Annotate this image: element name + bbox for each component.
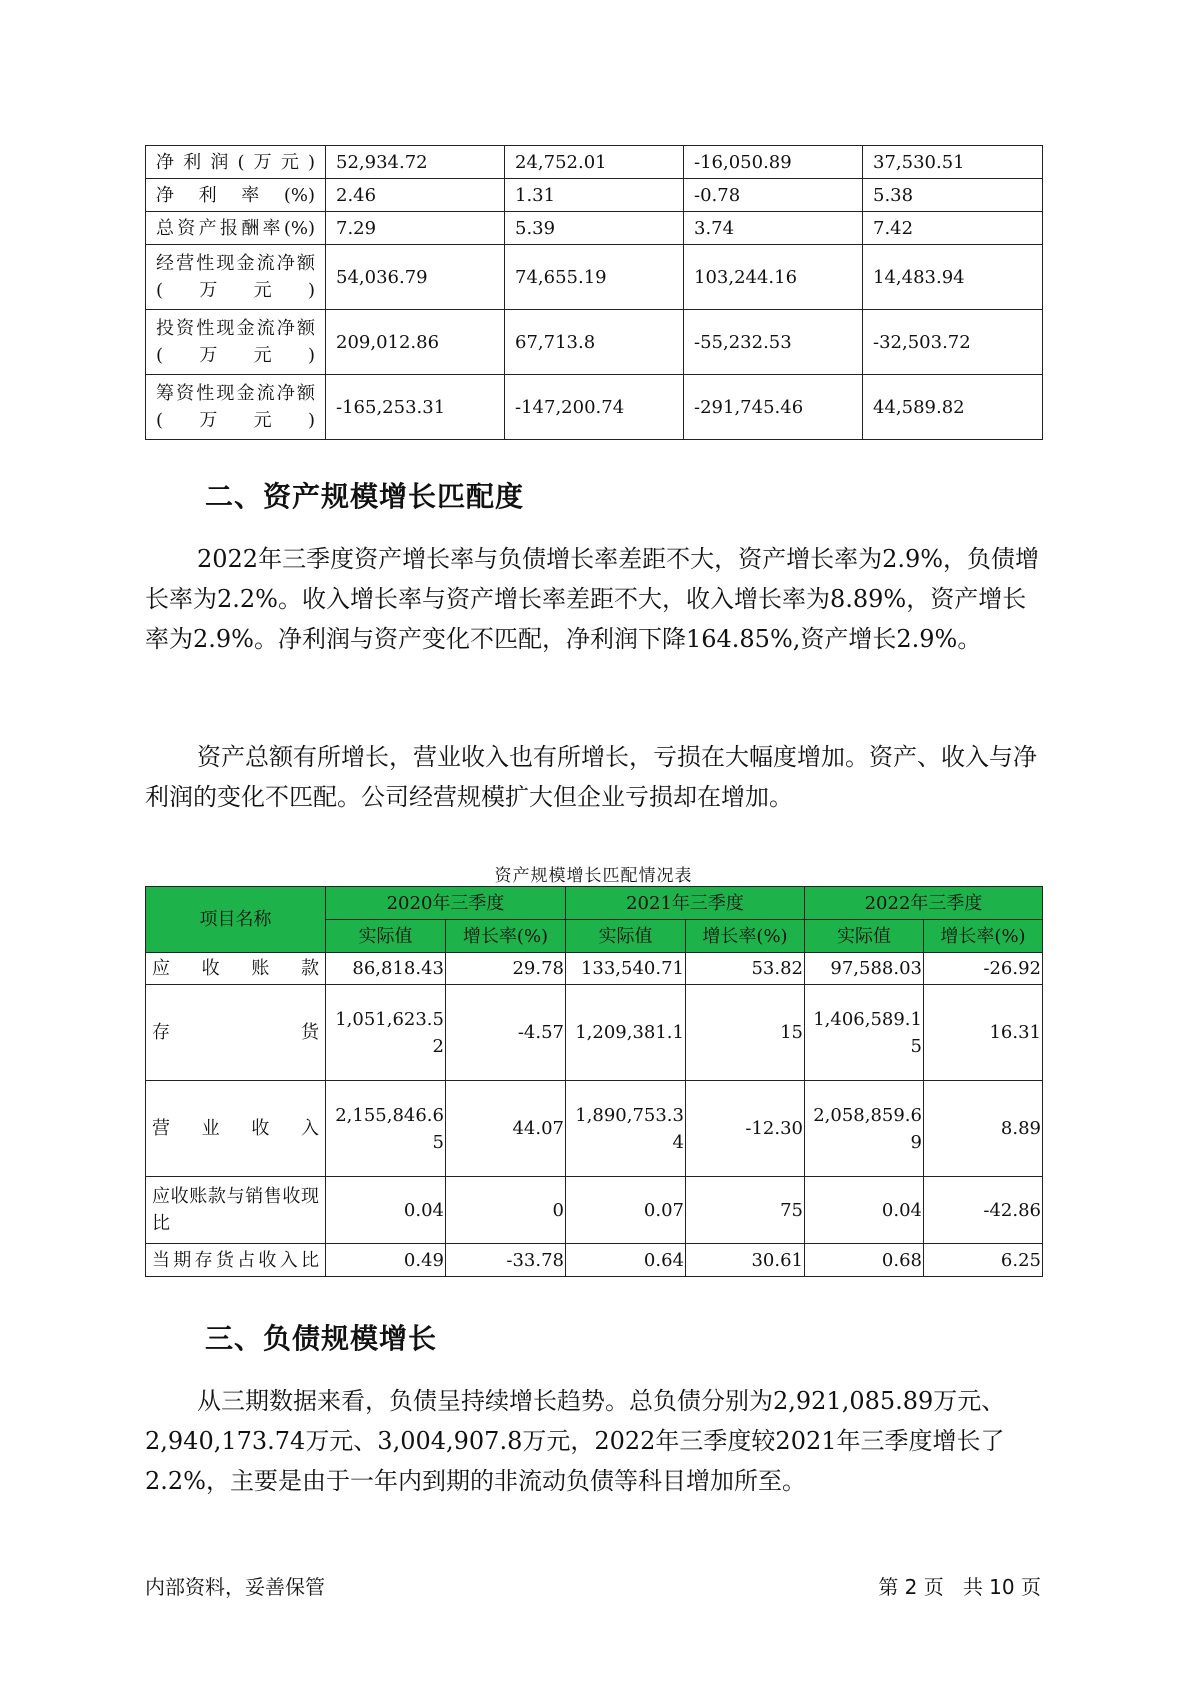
table-cell: 5.39: [505, 212, 684, 245]
table-cell: -165,253.31: [326, 375, 505, 440]
table-cell: -4.57: [446, 985, 566, 1081]
table-cell: 3.74: [684, 212, 863, 245]
table-cell: 75: [686, 1177, 805, 1244]
table-cell: 29.78: [446, 953, 566, 985]
row-label: 筹资性现金流净额(万元): [146, 375, 326, 440]
row-label: 净利润(万元): [146, 146, 326, 179]
table-cell: 7.42: [863, 212, 1043, 245]
row-label: 投资性现金流净额(万元): [146, 310, 326, 375]
header-cell: 实际值: [326, 920, 446, 953]
table-cell: 52,934.72: [326, 146, 505, 179]
row-label: 应收账款与销售收现比: [146, 1177, 326, 1244]
row-label: 营业收入: [146, 1081, 326, 1177]
table-cell: 0.04: [805, 1177, 924, 1244]
section-heading: 二、资产规模增长匹配度: [205, 480, 525, 513]
header-cell: 实际值: [805, 920, 924, 953]
header-cell: 2022年三季度: [805, 887, 1043, 920]
table-cell: 16.31: [924, 985, 1043, 1081]
table-cell: 5.38: [863, 179, 1043, 212]
table-row: [146, 1081, 1043, 1177]
table-row: [146, 375, 1043, 440]
table-cell: -26.92: [924, 953, 1043, 985]
row-label: 当期存货占收入比: [146, 1244, 326, 1277]
table-cell: -147,200.74: [505, 375, 684, 440]
table-cell: 1,051,623.52: [326, 985, 446, 1081]
table-cell: 0.64: [566, 1244, 686, 1277]
table-row: [146, 953, 1043, 985]
table-row: [146, 310, 1043, 375]
page-number: 第 2 页 共 10 页: [878, 1575, 1041, 1599]
table-cell: 133,540.71: [566, 953, 686, 985]
table-cell: 2,058,859.69: [805, 1081, 924, 1177]
table-row: [146, 985, 1043, 1081]
table-cell: 6.25: [924, 1244, 1043, 1277]
row-label: 经营性现金流净额(万元): [146, 245, 326, 310]
header-cell: 2021年三季度: [566, 887, 805, 920]
footer-confidential-note: 内部资料，妥善保管: [145, 1575, 325, 1599]
table-cell: -42.86: [924, 1177, 1043, 1244]
table-cell: 1,209,381.1: [566, 985, 686, 1081]
table-cell: 1,406,589.15: [805, 985, 924, 1081]
table-header-row: [146, 887, 1043, 920]
table-cell: 0.04: [326, 1177, 446, 1244]
row-label: 存货: [146, 985, 326, 1081]
table-cell: 44.07: [446, 1081, 566, 1177]
table-row: [146, 245, 1043, 310]
header-cell: 增长率(%): [686, 920, 805, 953]
header-cell: 增长率(%): [446, 920, 566, 953]
table-caption: 资产规模增长匹配情况表: [494, 866, 693, 886]
table-cell: 103,244.16: [684, 245, 863, 310]
row-label: 应收账款: [146, 953, 326, 985]
table-cell: 74,655.19: [505, 245, 684, 310]
table-cell: 2,155,846.65: [326, 1081, 446, 1177]
table-cell: 0.49: [326, 1244, 446, 1277]
table-cell: 67,713.8: [505, 310, 684, 375]
table-cell: 2.46: [326, 179, 505, 212]
table-row: [146, 1244, 1043, 1277]
table-cell: 24,752.01: [505, 146, 684, 179]
header-cell: 增长率(%): [924, 920, 1043, 953]
asset-growth-table: [145, 886, 1043, 1277]
table-cell: -55,232.53: [684, 310, 863, 375]
table-cell: 37,530.51: [863, 146, 1043, 179]
table-cell: 14,483.94: [863, 245, 1043, 310]
row-label: 净利率(%): [146, 179, 326, 212]
table-cell: 86,818.43: [326, 953, 446, 985]
table-cell: 0.07: [566, 1177, 686, 1244]
table-cell: 0: [446, 1177, 566, 1244]
table-cell: 1,890,753.34: [566, 1081, 686, 1177]
body-paragraph: 资产总额有所增长，营业收入也有所增长，亏损在大幅度增加。资产、收入与净利润的变化不匹配。公司经营规模扩大但企业亏损却在增加。: [145, 743, 1037, 811]
row-label: 总资产报酬率(%): [146, 212, 326, 245]
table-cell: 97,588.03: [805, 953, 924, 985]
table-cell: 44,589.82: [863, 375, 1043, 440]
financial-indicator-table: [145, 145, 1043, 440]
table-cell: 54,036.79: [326, 245, 505, 310]
header-cell: 2020年三季度: [326, 887, 566, 920]
section-heading: 三、负债规模增长: [205, 1322, 438, 1355]
table-cell: -12.30: [686, 1081, 805, 1177]
table-cell: -33.78: [446, 1244, 566, 1277]
table-cell: 1.31: [505, 179, 684, 212]
table-cell: 7.29: [326, 212, 505, 245]
table-cell: -0.78: [684, 179, 863, 212]
table-cell: -32,503.72: [863, 310, 1043, 375]
body-paragraph: 从三期数据来看，负债呈持续增长趋势。总负债分别为2,921,085.89万元、2,940,173.74万元、3,004,907.8万元，2022年三季度较2021年三季度增长了2.2%，主要是由于一年内到期的非流动负债等科目增加所至。: [145, 1387, 1006, 1495]
table-cell: 30.61: [686, 1244, 805, 1277]
table-cell: 0.68: [805, 1244, 924, 1277]
table-cell: 209,012.86: [326, 310, 505, 375]
table-cell: 8.89: [924, 1081, 1043, 1177]
table-cell: 15: [686, 985, 805, 1081]
table-row: [146, 212, 1043, 245]
table-row: [146, 1177, 1043, 1244]
table-row: [146, 179, 1043, 212]
table-row: [146, 146, 1043, 179]
body-paragraph: 2022年三季度资产增长率与负债增长率差距不大，资产增长率为2.9%，负债增长率为2.2%。收入增长率与资产增长率差距不大，收入增长率为8.89%，资产增长率为2.9%。净利润与资产变化不匹配，净利润下降164.85%,资产增长2.9%。: [145, 545, 1040, 653]
header-cell: 实际值: [566, 920, 686, 953]
table-cell: 53.82: [686, 953, 805, 985]
table-cell: -291,745.46: [684, 375, 863, 440]
table-cell: -16,050.89: [684, 146, 863, 179]
header-cell: 项目名称: [146, 887, 326, 953]
